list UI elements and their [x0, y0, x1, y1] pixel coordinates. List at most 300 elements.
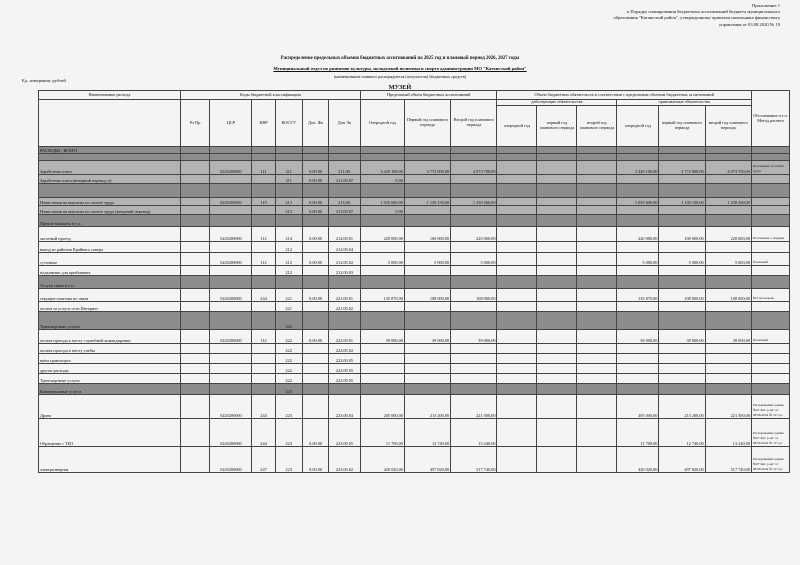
cell-rz: [180, 354, 209, 364]
cell-empty: [577, 312, 617, 330]
cell-a2: 497 820,00: [659, 447, 705, 473]
cell-ek: 212.00.04: [329, 242, 361, 253]
cell-fk: 0.00.00: [302, 198, 328, 206]
cell-name: оплата проезда к месту учебы: [39, 344, 181, 354]
cell-fk: [302, 312, 328, 330]
cell-kvr: [252, 302, 275, 312]
cell-empty: [537, 364, 577, 374]
cell-a2: [659, 344, 705, 354]
cell-v1: 220 000,00: [360, 227, 404, 242]
cell-empty: [497, 184, 537, 198]
cell-basis: Плановый: [751, 330, 789, 344]
cell-csr: 0220200000: [210, 198, 252, 206]
table-row: [39, 147, 790, 154]
col-ex-p1-header: первый год планового периода: [537, 106, 577, 147]
cell-v1: [360, 266, 404, 276]
cell-a3: [705, 154, 751, 161]
table-row: [39, 198, 790, 206]
table-row: [39, 161, 790, 175]
cell-csr: [210, 215, 252, 227]
cell-v1: [360, 312, 404, 330]
cell-a1: 1 035 600,00: [617, 198, 659, 206]
cell-a3: [705, 242, 751, 253]
cell-kvr: [252, 276, 275, 289]
cell-v2: 39 000,00: [404, 330, 450, 344]
cell-kvr: [252, 206, 275, 215]
cell-kvr: [252, 147, 275, 154]
cell-kvr: 244: [252, 395, 275, 419]
cell-name: оплата за услуги сети Интернет: [39, 302, 181, 312]
cell-v1: [360, 276, 404, 289]
cell-basis: Плановый: [751, 253, 789, 266]
cell-a1: [617, 242, 659, 253]
cell-v3: [451, 206, 497, 215]
cell-empty: [537, 242, 577, 253]
cell-name: Заработная плата (вечерний перевод п): [39, 175, 181, 184]
cell-v2: [404, 242, 450, 253]
cell-v3: 5 000,00: [451, 253, 497, 266]
cell-csr: [210, 147, 252, 154]
cell-v3: 1 230 260,00: [451, 198, 497, 206]
col-name-header: Наименование расхода: [39, 91, 181, 100]
cell-a1: 135 870,00: [617, 289, 659, 302]
cell-name: [39, 184, 181, 198]
cell-ek: 223.00.02: [329, 447, 361, 473]
cell-v2: [404, 215, 450, 227]
cell-ek: [329, 384, 361, 395]
cell-basis: [751, 312, 789, 330]
cell-ek: 223.00.04: [329, 395, 361, 419]
cell-empty: [537, 215, 577, 227]
cell-csr: [210, 302, 252, 312]
col-plan2-header: Второй год планового периода: [451, 100, 497, 147]
cell-kosgu: [275, 276, 302, 289]
cell-kvr: [252, 364, 275, 374]
col-obligations-header: Объем бюджетных обязательств в соответствии с предельным объемом бюджетных ассигнований: [497, 91, 752, 100]
table-row: [39, 395, 790, 419]
cell-a2: [659, 312, 705, 330]
cell-empty: [577, 154, 617, 161]
cell-empty: [577, 330, 617, 344]
cell-ek: 221.00.02: [329, 302, 361, 312]
cell-empty: [577, 215, 617, 227]
cell-a3: 5 000,00: [705, 253, 751, 266]
table-row: [39, 312, 790, 330]
cell-kvr: 112: [252, 227, 275, 242]
cell-ek: 213.00.07: [329, 206, 361, 215]
cell-fk: 0.00.00: [302, 161, 328, 175]
cell-a2: [659, 184, 705, 198]
cell-empty: [497, 447, 537, 473]
cell-a2: 12 740,00: [659, 419, 705, 447]
cell-a2: [659, 266, 705, 276]
cell-a3: [705, 374, 751, 384]
table-row: [39, 419, 790, 447]
cell-fk: [302, 147, 328, 154]
cell-a2: 213 200,00: [659, 395, 705, 419]
cell-fk: 0.00.00: [302, 289, 328, 302]
cell-name: [39, 154, 181, 161]
cell-v1: [360, 354, 404, 364]
cell-basis: [751, 354, 789, 364]
cell-v1: [360, 302, 404, 312]
cell-kosgu: 221: [275, 289, 302, 302]
cell-a2: [659, 384, 705, 395]
cell-a2: [659, 276, 705, 289]
cell-csr: [210, 312, 252, 330]
cell-rz: [180, 395, 209, 419]
cell-empty: [577, 175, 617, 184]
cell-empty: [497, 289, 537, 302]
cell-fk: [302, 215, 328, 227]
cell-v2: 108 000,00: [404, 289, 450, 302]
cell-a1: [617, 344, 659, 354]
cell-a1: 205 000,00: [617, 395, 659, 419]
cell-fk: [302, 276, 328, 289]
cell-empty: [537, 154, 577, 161]
cell-ek: 222.00.02: [329, 344, 361, 354]
cell-a1: 3 429 100,00: [617, 161, 659, 175]
cell-rz: [180, 302, 209, 312]
cell-empty: [497, 354, 537, 364]
cell-a2: [659, 206, 705, 215]
cell-a3: [705, 354, 751, 364]
cell-rz: [180, 266, 209, 276]
cell-v3: [451, 302, 497, 312]
cell-fk: 0.00.00: [302, 419, 328, 447]
cell-v2: [404, 266, 450, 276]
cell-empty: [537, 161, 577, 175]
cell-empty: [537, 344, 577, 354]
cell-basis: [751, 206, 789, 215]
cell-v1: 205 000,00: [360, 395, 404, 419]
cell-csr: [210, 206, 252, 215]
document-title: Распределение предельных объемов бюджетных ассигнований на 2025 год и плановый период 2026, 2027 годы: [280, 56, 520, 61]
cell-a3: [705, 344, 751, 354]
cell-kvr: [252, 154, 275, 161]
cell-basis: Положение о порядке: [751, 227, 789, 242]
cell-empty: [537, 266, 577, 276]
cell-fk: 0.00.00: [302, 206, 328, 215]
cell-v1: [360, 242, 404, 253]
cell-a1: [617, 384, 659, 395]
cell-ek: 222.00.05: [329, 374, 361, 384]
cell-ek: [329, 154, 361, 161]
table-row: [39, 215, 790, 227]
cell-v3: [451, 175, 497, 184]
cell-basis: [751, 384, 789, 395]
cell-empty: [537, 395, 577, 419]
cell-empty: [497, 344, 537, 354]
cell-a3: [705, 184, 751, 198]
cell-a1: 11 700,00: [617, 419, 659, 447]
cell-fk: 0.00.00: [302, 447, 328, 473]
cell-a1: [617, 302, 659, 312]
cell-name: Прочие выплаты в т.ч.:: [39, 215, 181, 227]
cell-a1: 39 000,00: [617, 330, 659, 344]
col-codes-header: Коды бюджетной классификации: [180, 91, 360, 100]
cell-v2: 1 139 150,00: [404, 198, 450, 206]
cell-ek: [329, 215, 361, 227]
cell-name: Коммунальные услуги: [39, 384, 181, 395]
cell-ek: 222.00.05: [329, 364, 361, 374]
cell-v3: [451, 154, 497, 161]
unit-of-measure: Ед. измерения: рублей: [22, 78, 66, 83]
cell-a3: 13 240,00: [705, 419, 751, 447]
cell-empty: [497, 364, 537, 374]
cell-a1: [617, 364, 659, 374]
cell-name: Дрова: [39, 395, 181, 419]
cell-rz: [180, 419, 209, 447]
table-header: [39, 91, 790, 147]
cell-v3: 220 000,00: [451, 227, 497, 242]
cell-a3: 221 500,00: [705, 395, 751, 419]
cell-kosgu: 222: [275, 354, 302, 364]
cell-ek: [329, 184, 361, 198]
cell-empty: [577, 227, 617, 242]
cell-csr: 0220200000: [210, 227, 252, 242]
cell-ek: 222.00.05: [329, 354, 361, 364]
cell-empty: [577, 447, 617, 473]
cell-v1: [360, 374, 404, 384]
cell-kvr: 247: [252, 447, 275, 473]
col-ex-cur-header: очередной год: [497, 106, 537, 147]
cell-basis: [751, 184, 789, 198]
cell-csr: [210, 184, 252, 198]
cell-fk: 0.00.00: [302, 253, 328, 266]
cell-kosgu: 212: [275, 242, 302, 253]
cell-rz: [180, 227, 209, 242]
cell-a2: [659, 374, 705, 384]
cell-v2: [404, 384, 450, 395]
cell-csr: [210, 374, 252, 384]
cell-a2: 1 139 150,00: [659, 198, 705, 206]
cell-csr: [210, 354, 252, 364]
cell-rz: [180, 175, 209, 184]
cell-kosgu: 212: [275, 266, 302, 276]
cell-name: наём транспорта: [39, 354, 181, 364]
col-plan1-header: Первый год планового периода: [404, 100, 450, 147]
cell-kvr: [252, 384, 275, 395]
cell-rz: [180, 344, 209, 354]
cell-kosgu: 222: [275, 344, 302, 354]
section-title: МУЗЕЙ: [388, 84, 412, 91]
cell-empty: [577, 242, 617, 253]
cell-v3: [451, 364, 497, 374]
cell-csr: [210, 276, 252, 289]
cell-fk: [302, 344, 328, 354]
cell-empty: [497, 302, 537, 312]
cell-v1: 1 035 600,00: [360, 198, 404, 206]
col-kosgu-header: КОСГУ: [275, 100, 302, 147]
cell-empty: [577, 364, 617, 374]
cell-empty: [577, 253, 617, 266]
col-dopek-header: Доп Эк: [329, 100, 361, 147]
cell-name: текущие платежи по связи: [39, 289, 181, 302]
col-ex-p2-header: второй год планового периода: [577, 106, 617, 147]
col-existing-header: действующие обязательства: [497, 100, 617, 106]
table-body: [39, 147, 790, 473]
col-cur-year-header: Очередной год: [360, 100, 404, 147]
cell-v2: 457 820,00: [404, 447, 450, 473]
cell-basis: Распоряжение админ. №07 Кат. р-на" от 08.08.2024 № 117-рс: [751, 419, 789, 447]
cell-kosgu: 222: [275, 374, 302, 384]
cell-a2: [659, 302, 705, 312]
cell-v3: [451, 354, 497, 364]
cell-a2: 39 000,00: [659, 330, 705, 344]
cell-a2: [659, 364, 705, 374]
cell-a3: 220 000,00: [705, 227, 751, 242]
cell-rz: [180, 364, 209, 374]
cell-v1: [360, 215, 404, 227]
cell-empty: [577, 276, 617, 289]
cell-empty: [577, 374, 617, 384]
cell-rz: [180, 198, 209, 206]
cell-empty: [537, 227, 577, 242]
cell-a1: 420 020,00: [617, 447, 659, 473]
cell-name: электроэнергия: [39, 447, 181, 473]
order-line-2: образования "Катангский район", утвержденному приказом начальника финансового: [613, 15, 780, 21]
cell-empty: [497, 206, 537, 215]
cell-fk: [302, 395, 328, 419]
cell-empty: [537, 312, 577, 330]
cell-a1: [617, 374, 659, 384]
cell-basis: [751, 147, 789, 154]
col-limits-header: Предельный объем бюджетных ассигнований: [360, 91, 497, 100]
cell-csr: 0220200000: [210, 395, 252, 419]
cell-kvr: 244: [252, 419, 275, 447]
cell-fk: [302, 354, 328, 364]
cell-basis: Распоряжение админ. №07 Кат. р-на" от 08.08.2024 № 117-рс: [751, 447, 789, 473]
cell-v1: 0,00: [360, 175, 404, 184]
cell-empty: [577, 161, 617, 175]
cell-kosgu: 213: [275, 206, 302, 215]
col-ac-p1-header: первый год планового периода: [659, 106, 705, 147]
cell-v2: [404, 175, 450, 184]
cell-empty: [497, 312, 537, 330]
cell-name: выезд из районов Крайнего севера: [39, 242, 181, 253]
cell-basis: [751, 154, 789, 161]
cell-a1: [617, 354, 659, 364]
cell-empty: [497, 266, 537, 276]
cell-rz: [180, 215, 209, 227]
cell-empty: [497, 215, 537, 227]
cell-v3: 108 000,00: [451, 289, 497, 302]
cell-kosgu: 211: [275, 161, 302, 175]
cell-kosgu: 223: [275, 384, 302, 395]
budget-table: [38, 90, 790, 473]
cell-empty: [537, 253, 577, 266]
col-rzpr-header: Рз Пр: [180, 100, 209, 147]
cell-a3: [705, 266, 751, 276]
cell-v3: 4 073 700,00: [451, 161, 497, 175]
cell-v3: 39 000,00: [451, 330, 497, 344]
table-row: [39, 447, 790, 473]
cell-empty: [537, 184, 577, 198]
cell-empty: [577, 266, 617, 276]
cell-a3: 39 000,00: [705, 330, 751, 344]
cell-a2: 5 000,00: [659, 253, 705, 266]
cell-name: Транспортные услуги: [39, 374, 181, 384]
cell-basis: [751, 242, 789, 253]
cell-kosgu: 211: [275, 175, 302, 184]
cell-empty: [537, 302, 577, 312]
cell-a3: [705, 215, 751, 227]
cell-basis: [751, 374, 789, 384]
cell-rz: [180, 184, 209, 198]
cell-name: оплата проезда к месту служебной командировки: [39, 330, 181, 344]
cell-empty: [577, 384, 617, 395]
cell-name: Начисления на выплаты по оплате труда: [39, 198, 181, 206]
cell-csr: [210, 344, 252, 354]
cell-basis: ПО договорам: [751, 289, 789, 302]
cell-basis: [751, 266, 789, 276]
cell-a1: [617, 206, 659, 215]
cell-csr: 0220200000: [210, 253, 252, 266]
cell-empty: [497, 395, 537, 419]
cell-empty: [497, 384, 537, 395]
cell-empty: [497, 419, 537, 447]
col-basis-header: Обоснование и т.ч. Метод расчета: [751, 91, 789, 147]
cell-csr: 0220200000: [210, 289, 252, 302]
cell-v2: [404, 374, 450, 384]
cell-empty: [577, 354, 617, 364]
cell-empty: [497, 161, 537, 175]
cell-a1: [617, 276, 659, 289]
cell-fk: [302, 302, 328, 312]
table-row: [39, 184, 790, 198]
cell-ek: 221.00.01: [329, 289, 361, 302]
cell-v2: 12 740,00: [404, 419, 450, 447]
cell-ek: 212.00.02: [329, 253, 361, 266]
cell-kvr: [252, 175, 275, 184]
cell-a3: [705, 384, 751, 395]
cell-a3: 1 230 260,00: [705, 198, 751, 206]
cell-ek: 223.00.05: [329, 419, 361, 447]
cell-name: Обращение с ТБО: [39, 419, 181, 447]
cell-kosgu: 221: [275, 302, 302, 312]
table-row: [39, 242, 790, 253]
col-accepted-header: принимаемые обязательства: [617, 100, 752, 106]
cell-a1: 5 000,00: [617, 253, 659, 266]
cell-fk: [302, 384, 328, 395]
cell-kosgu: 223: [275, 447, 302, 473]
cell-v3: [451, 374, 497, 384]
cell-kosgu: [275, 215, 302, 227]
cell-empty: [577, 198, 617, 206]
cell-name: Транспортные услуги: [39, 312, 181, 330]
cell-rz: [180, 154, 209, 161]
cell-v1: 11 700,00: [360, 419, 404, 447]
cell-basis: [751, 175, 789, 184]
cell-v1: [360, 184, 404, 198]
cell-v3: [451, 276, 497, 289]
cell-v3: [451, 344, 497, 354]
cell-ek: 213.00.: [329, 198, 361, 206]
cell-kosgu: 214: [275, 227, 302, 242]
organization-caption: (наименование главного распорядителя (получателя) бюджетных средств): [333, 74, 467, 79]
cell-empty: [537, 198, 577, 206]
table-row: [39, 154, 790, 161]
cell-ek: 222.00.01: [329, 330, 361, 344]
cell-empty: [537, 175, 577, 184]
cell-v2: 213 200,00: [404, 395, 450, 419]
cell-ek: [329, 312, 361, 330]
cell-v2: [404, 276, 450, 289]
cell-csr: [210, 154, 252, 161]
cell-v2: 100 000,00: [404, 227, 450, 242]
cell-v1: 420 020,00: [360, 447, 404, 473]
